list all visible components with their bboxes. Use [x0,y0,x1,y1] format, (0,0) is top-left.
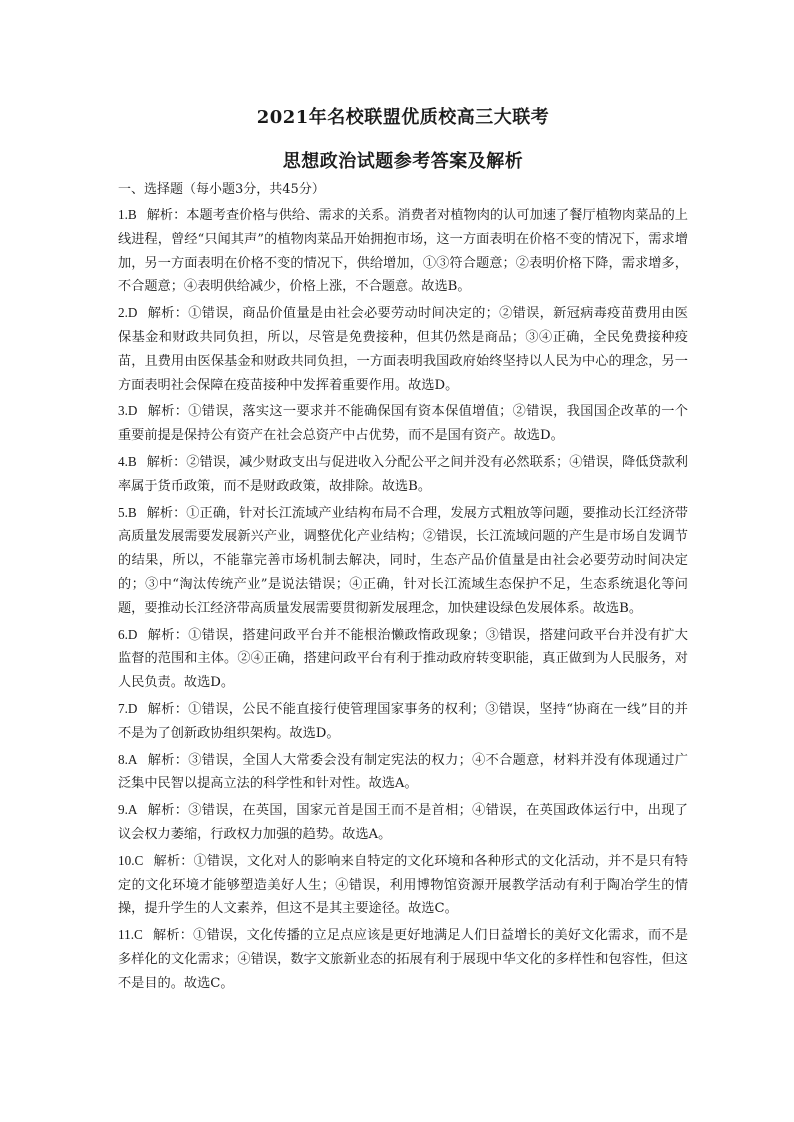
answer-item [118,203,688,299]
answer-number: 4. [118,453,128,469]
answer-number: 3. [118,403,128,419]
answer-number: 1. [118,207,128,222]
answer-number: 6. [118,626,128,642]
answer-number: 10. [118,852,135,868]
document-title: 2021年名校联盟优质校高三大联考 [256,107,550,128]
answer-explanation: 解析：本题考查价格与供给、需求的关系。消费者对植物肉的认可加速了餐厅植物肉菜品的上线进程，曾经“只闻其声”的植物肉菜品开始拥抱市场，这一方面表明在价格不变的情况下，需求增加，另一方面表明在价格不变的情况下，供给增加，①③符合题意；②表明价格下降，需求增多，不合题意；④表明供给减少，价格上涨，不合题意。故选B。 [118,208,688,295]
answer-explanation: 解析：①错误，文化对人的影响来自特定的文化环境和各种形式的文化活动，并不是只有特定的文化环境才能够塑造美好人生；④错误，利用博物馆资源开展教学活动有利于陶冶学生的情操，提升学生的人文素养，但这不是其主要途径。故选C。 [118,853,688,917]
answer-item [118,798,688,847]
answer-number: 2. [118,305,128,321]
answer-choice: B [127,504,137,520]
answer-number: 8. [118,751,128,767]
answer-item [118,923,688,995]
answer-explanation: 解析：①错误，文化传播的立足点应该是更好地满足人们日益增长的美好文化需求，而不是多样化的文化需求；④错误，数字文旅新业态的拓展有利于展现中华文化的多样性和包容性，但这不是目的。故选C。 [118,928,688,991]
answer-number: 7. [118,700,128,716]
answer-choice: A [127,751,138,767]
answer-item [118,697,688,746]
answer-number: 5. [118,504,128,520]
answer-item [118,501,688,621]
answer-number: 9. [118,802,128,818]
answer-explanation: 解析：①错误，商品价值量是由社会必要劳动时间决定的；②错误，新冠病毒疫苗费用由医保基金和财政共同负担，所以，尽管是免费接种，但其仍然是商品；③④正确，全民免费接种疫苗，且费用由医保基金和财政共同负担，一方面表明我国政府始终坚持以人民为中心的理念，另一方面表明社会保障在疫苗接种中发挥着重要作用。故选D。 [118,306,688,393]
answer-explanation: 解析：②错误，减少财政支出与促进收入分配公平之间并没有必然联系；④错误，降低贷款利率属于货币政策，而不是财政政策，故排除。故选B。 [118,454,688,494]
answer-number: 11. [118,927,134,943]
answer-explanation: 解析：③错误，在英国，国家元首是国王而不是首相；④错误，在英国政体运行中，出现了议会权力萎缩，行政权力加强的趋势。故选A。 [118,803,688,842]
answer-choice: C [134,852,144,868]
answer-item [118,399,688,448]
answer-item [118,623,688,695]
answer-item [118,849,688,921]
answer-explanation: 解析：①错误，公民不能直接行使管理国家事务的权利；③错误，坚持“协商在一线”目的并不是为了创新政协组织架构。故选D。 [118,701,688,741]
answer-choice: A [127,802,138,818]
answer-choice: D [127,700,138,716]
document-subtitle: 思想政治试题参考答案及解析 [282,151,524,172]
answer-choice: B [127,453,137,469]
answer-choice: D [127,403,138,419]
section-heading: 一、选择题（每小题3分，共45分） [118,182,325,197]
answer-choice: D [127,305,138,321]
answer-choice: B [127,207,137,222]
answer-choice: C [134,927,143,943]
answer-choice: D [127,626,138,642]
answer-explanation: 解析：①错误，落实这一要求并不能确保国有资本保值增值；②错误，我国国企改革的一个重要前提是保持公有资产在社会总资产中占优势，而不是国有资产。故选D。 [118,404,688,444]
answer-explanation: 解析：①错误，搭建问政平台并不能根治懒政惰政现象；③错误，搭建问政平台并没有扩大监督的范围和主体。②④正确，搭建问政平台有利于推动政府转变职能，真正做到为人民服务，对人民负责。故选D。 [118,627,688,691]
answer-item [118,301,688,397]
answer-explanation: 解析：③错误，全国人大常委会没有制定宪法的权力；④不合题意，材料并没有体现通过广泛集中民智以提高立法的科学性和针对性。故选A。 [118,752,688,792]
answer-list [118,203,688,996]
answer-item [118,748,688,797]
answer-explanation: 解析：①正确，针对长江流域产业结构布局不合理，发展方式粗放等问题，要推动长江经济带高质量发展需要发展新兴产业，调整优化产业结构；②错误，长江流域问题的产生是市场自发调节的结果，所以，不能靠完善市场机制去解决，同时，生态产品价值量是由社会必要劳动时间决定的；③中“淘汰传统产业”是说法错误；④正确，针对长江流域生态保护不足，生态系统退化等问题，要推动长江经济带高质量发展需要贯彻新发展理念，加快建设绿色发展体系。故选B。 [118,505,688,616]
answer-item [118,450,688,499]
